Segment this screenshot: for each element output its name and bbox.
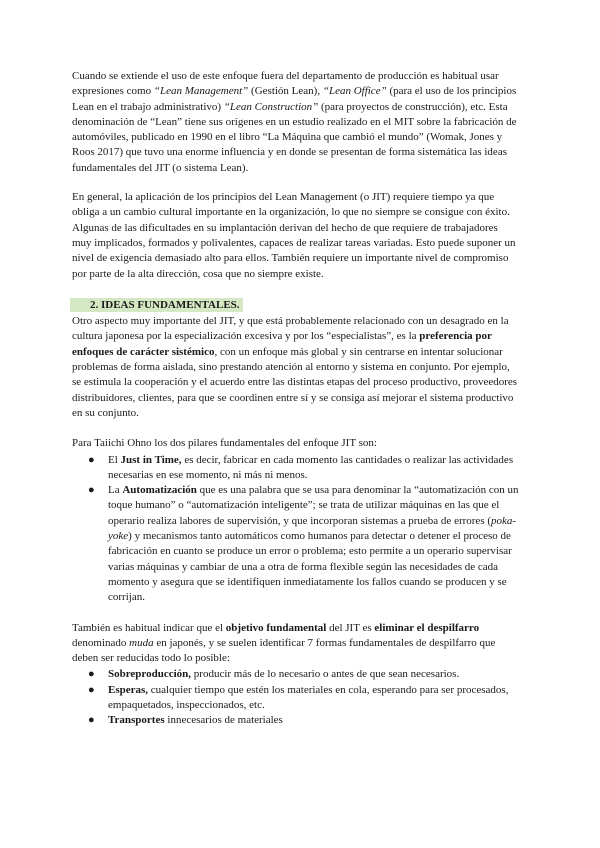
term-lean-construction: “Lean Construction” bbox=[223, 100, 319, 113]
text: del JIT es bbox=[326, 621, 375, 634]
text: innecesarios de materiales bbox=[164, 714, 283, 727]
bullet-icon: ● bbox=[88, 683, 95, 696]
text: (para proyectos de construcción), etc. Esta denominación de “Lean” tiene sus orígenes en un estudio realizado en el MIT sobre la fabricación de automóviles, publicado en 1990 en el libro “La Máquina que cambió el mundo” (Womak, Jones y Roos 2017) que tuvo una enorme influencia y en donde se presentan de forma sistemática las ideas fundamentales del JIT (o sistema Lean). bbox=[72, 100, 517, 174]
paragraph-pillars-intro: Para Taiichi Ohno los dos pilares fundamentales del enfoque JIT son: bbox=[72, 437, 377, 450]
paragraph-systemic bbox=[72, 314, 520, 421]
bold-despilfarro: eliminar el despilfarro bbox=[374, 621, 480, 634]
paragraph-muda bbox=[72, 621, 520, 667]
bold-sobreproduccion: Sobreproducción, bbox=[108, 668, 192, 681]
paragraph-lean-difficulties: En general, la aplicación de los principios del Lean Management (o JIT) requiere tiempo ya que obliga a un cambio cultural importante en la organización, lo que no siempre se consigue con éxito. Algunas de las dificultades en su implantación derivan del hecho de que requiere de trabajadores muy implicados, formados y polivalentes, capaces de realizar tareas variadas. Esto puede suponer un nivel de exigencia demasiado alto para ellos. También requiere un importante nivel de compromiso por parte de la alta dirección, cosa que no siempre existe. bbox=[72, 191, 516, 280]
paragraph-lean-origins bbox=[72, 69, 520, 176]
text: cualquier tiempo que estén los materiales en cola, esperando para ser procesados, empaquetados, inspeccionados, etc. bbox=[108, 683, 509, 711]
text: es decir, fabricar en cada momento las cantidades o realizar las actividades necesarias en ese momento, ni más ni menos. bbox=[108, 453, 514, 481]
text: (Gestión Lean), bbox=[248, 85, 323, 98]
term-poka-yoke: poka-yoke bbox=[108, 514, 517, 543]
text: (para el uso de los principios Lean en el trabajo administrativo) bbox=[72, 85, 517, 113]
section-heading bbox=[72, 298, 240, 313]
waste-list bbox=[72, 667, 520, 728]
text: Otro aspecto muy importante del JIT, y que está probablemente relacionado con un desagrado en la cultura japonesa por la especialización excesiva y por los “especialistas”, es la bbox=[72, 315, 509, 343]
text: Cuando se extiende el uso de este enfoque fuera del departamento de producción es habitual usar expresiones como bbox=[72, 70, 499, 98]
heading-text: 2. IDEAS FUNDAMENTALES. bbox=[90, 298, 240, 311]
section-heading-wrap bbox=[72, 298, 520, 314]
text: La bbox=[108, 484, 123, 497]
text: producir más de lo necesario o antes de que sean necesarios. bbox=[191, 668, 460, 681]
list-item bbox=[72, 683, 520, 714]
text: denominado bbox=[72, 636, 130, 649]
text: , con un enfoque más global y sin centrarse en intentar solucionar problemas de forma aislada, sino prestando atención al entorno y sistema en conjunto. Por ejemplo, se estimula la cooperación y el acuerdo entre las distintas etapas del proceso productivo, proveedores distribuidores, clientes, para que se coordinen entre sí y se consiga así mejorar el sistema productivo en su conjunto. bbox=[72, 345, 518, 419]
bullet-icon: ● bbox=[88, 668, 95, 681]
term-lean-management: “Lean Management” bbox=[153, 85, 249, 98]
text: que es una palabra que se usa para denominar la “automatización con un toque humano” o “automatización inteligente”; se trata de utilizar máquinas en las que el operario realiza labores de supervisión, y que incorporan sistemas a prueba de errores ( bbox=[108, 484, 519, 527]
bold-transportes: Transportes bbox=[108, 714, 165, 727]
list-item bbox=[72, 483, 520, 605]
pillars-list bbox=[72, 453, 520, 606]
text: También es habitual indicar que el bbox=[72, 621, 226, 634]
list-item bbox=[72, 667, 520, 682]
term-lean-office: “Lean Office” bbox=[322, 85, 387, 98]
list-item bbox=[72, 713, 520, 728]
term-muda: muda bbox=[129, 636, 154, 649]
text: El bbox=[108, 453, 121, 466]
bold-esperas: Esperas, bbox=[108, 683, 149, 696]
bold-systemic: preferencia por enfoques de carácter sistémico bbox=[72, 330, 492, 358]
bold-just-in-time: Just in Time, bbox=[120, 453, 182, 466]
bullet-icon: ● bbox=[88, 484, 95, 497]
bullet-icon: ● bbox=[88, 453, 95, 466]
bold-automatizacion: Automatización bbox=[122, 484, 197, 497]
text: en japonés, y se suelen identificar 7 formas fundamentales de despilfarro que deben ser reducidas todo lo posible: bbox=[72, 636, 496, 665]
bold-objetivo: objetivo fundamental bbox=[225, 621, 327, 634]
document-page bbox=[72, 69, 520, 729]
list-item bbox=[72, 453, 520, 484]
text: ) y mecanismos tanto automáticos como humanos para detectar o detener el proceso de fabricación en cuanto se produce un error o problema; esto permite a un operario supervisar varias máquinas y cambiar de una a otra de forma flexible según las necesidades de cada momento y asegura que se identifiquen inmediatamente los fallos cuando se producen y se corrijan. bbox=[108, 530, 512, 604]
bullet-icon: ● bbox=[88, 714, 95, 727]
